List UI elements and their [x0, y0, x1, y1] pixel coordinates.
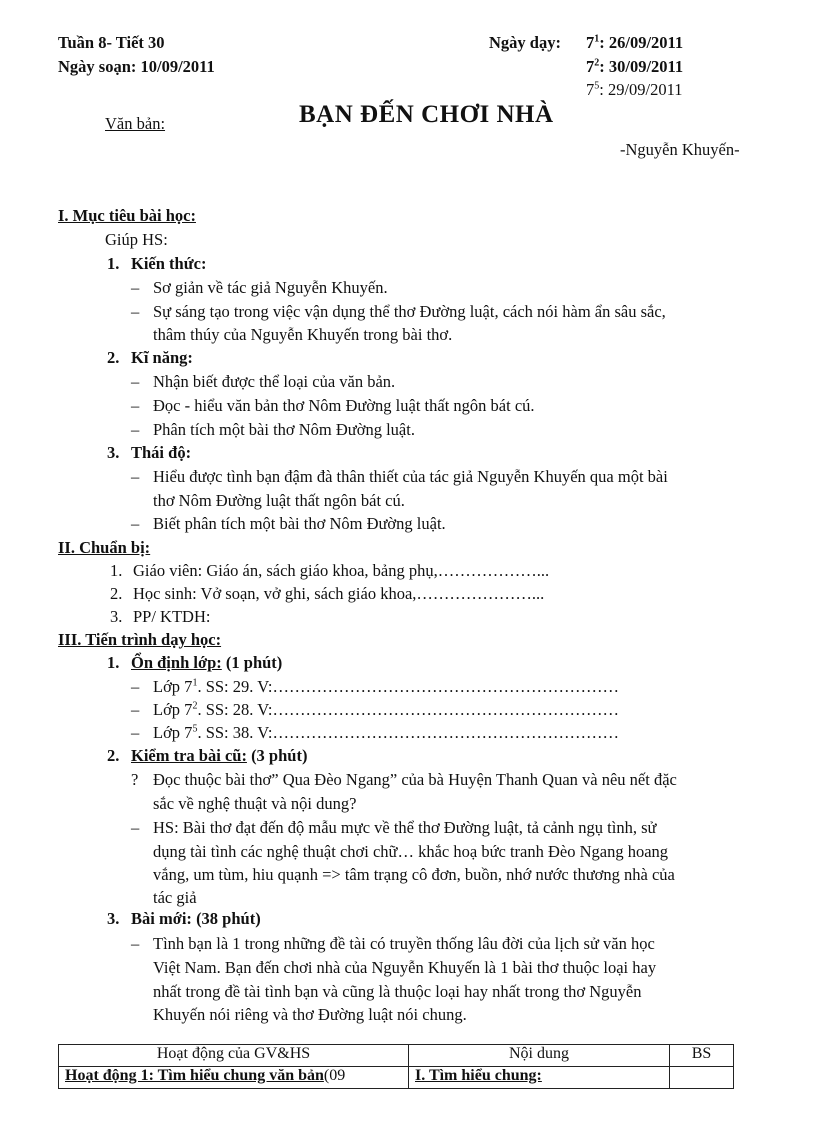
header-activity: Hoạt động của GV&HS: [59, 1045, 409, 1067]
table-header-row: [59, 1045, 734, 1067]
s3-title: Bài mới: (38 phút): [131, 909, 261, 928]
teach-date-2: $7^2$: 30/09/2011: [586, 57, 684, 76]
skills-num: 2.: [107, 348, 120, 367]
list-item: Sự sáng tạo trong việc vận dụng thể thơ Đường luật, cách nói hàm ẩn sâu sắc,: [153, 302, 666, 321]
list-item: thơ Nôm Đường luật thất ngôn bát cú.: [153, 491, 405, 510]
list-item: Đọc - hiểu văn bản thơ Nôm Đường luật thất ngôn bát cú.: [153, 396, 535, 415]
answer-line: HS: Bài thơ đạt đến độ mẫu mực về thể thơ Đường luật, tả cảnh ngụ tình, sử: [153, 818, 657, 837]
prep-num: 3.: [110, 607, 123, 626]
list-item: Hiểu được tình bạn đậm đà thân thiết của tác giả Nguyễn Khuyến qua một bài: [153, 467, 668, 486]
dash-icon: –: [131, 278, 140, 297]
dash-icon: –: [131, 420, 140, 439]
attitude-title: Thái độ:: [131, 443, 192, 462]
class-row: Lớp $7^1$. SS: 29. V:………………………………………………………: [153, 677, 619, 696]
list-item: Nhận biết được thể loại của văn bản.: [153, 372, 396, 391]
teach-date-1: $7^1$: 26/09/2011: [586, 33, 684, 52]
attitude-num: 3.: [107, 443, 120, 462]
lesson-week: Tuần 8- Tiết 30: [58, 33, 165, 52]
knowledge-title: Kiến thức:: [131, 254, 207, 273]
prep-num: 1.: [110, 561, 123, 580]
dash-icon: –: [131, 372, 140, 391]
s2-num: 2.: [107, 746, 120, 765]
s2-title: Kiểm tra bài cũ: (3 phút): [131, 746, 308, 765]
prep-item: PP/ KTDH:: [133, 607, 211, 626]
list-item: Sơ giản về tác giả Nguyễn Khuyến.: [153, 278, 388, 297]
dash-icon: –: [131, 302, 140, 321]
prep-date: Ngày soạn: 10/09/2011: [58, 57, 215, 76]
list-item: Phân tích một bài thơ Nôm Đường luật.: [153, 420, 415, 439]
header-bs: BS: [670, 1045, 734, 1067]
class-row: Lớp $7^2$. SS: 28. V:………………………………………………………: [153, 700, 619, 719]
dash-icon: –: [131, 818, 140, 837]
dash-icon: –: [131, 677, 140, 696]
skills-title: Kĩ năng:: [131, 348, 193, 367]
prep-num: 2.: [110, 584, 123, 603]
header-content: Nội dung: [409, 1045, 670, 1067]
teach-date-3: $7^5$: 29/09/2011: [586, 80, 683, 99]
dash-icon: –: [131, 467, 140, 486]
list-item: thâm thúy của Nguyễn Khuyến trong bài thơ.: [153, 325, 453, 344]
answer-line: tác giả: [153, 888, 197, 907]
section-1-heading: I. Mục tiêu bài học:: [58, 206, 196, 225]
knowledge-num: 1.: [107, 254, 120, 273]
author: -Nguyễn Khuyến-: [620, 140, 740, 159]
s1-title: Ổn định lớp: (1 phút): [131, 653, 283, 672]
intro-line: nhất trong đề tài tình bạn và cũng là thuộc loại hay nhất trong thơ Nguyễn: [153, 982, 642, 1001]
teach-date-label: Ngày dạy:: [489, 33, 561, 52]
intro: Giúp HS:: [105, 230, 168, 249]
prep-item: Giáo viên: Giáo án, sách giáo khoa, bảng phụ,………………...: [133, 561, 550, 580]
intro-line: Việt Nam. Bạn đến chơi nhà của Nguyễn Khuyến là 1 bài thơ thuộc loại hay: [153, 958, 657, 977]
intro-line: Tình bạn là 1 trong những đề tài có truyền thống lâu đời của lịch sử văn học: [153, 934, 655, 953]
s3-num: 3.: [107, 909, 120, 928]
answer-line: dụng tài tình các nghệ thuật chơi chữ… khắc hoạ bức tranh Đèo Ngang hoang: [153, 842, 669, 861]
table-row: [59, 1067, 734, 1089]
question-line: sắc về nghệ thuật và nội dung?: [153, 794, 357, 813]
dash-icon: –: [131, 396, 140, 415]
text-label: Văn bản:: [105, 114, 166, 133]
dash-icon: –: [131, 700, 140, 719]
bs-cell: [670, 1067, 734, 1089]
section-2-heading: II. Chuẩn bị:: [58, 538, 151, 557]
page-title: BẠN ĐẾN CHƠI NHÀ: [299, 101, 554, 128]
lesson-table: [58, 1044, 734, 1089]
question-line: Đọc thuộc bài thơ” Qua Đèo Ngang” của bà Huyện Thanh Quan và nêu nết đặc: [153, 770, 677, 789]
activity-cell: Hoạt động 1: Tìm hiểu chung văn bản(09: [59, 1067, 409, 1089]
list-item: Biết phân tích một bài thơ Nôm Đường luật.: [153, 514, 446, 533]
content-cell: I. Tìm hiểu chung:: [409, 1067, 670, 1089]
prep-item: Học sinh: Vở soạn, vở ghi, sách giáo khoa,…………………...: [133, 584, 545, 603]
section-3-heading: III. Tiến trình dạy học:: [58, 630, 222, 649]
intro-line: Khuyến nói riêng và thơ Đường luật nói chung.: [153, 1005, 467, 1024]
s1-num: 1.: [107, 653, 120, 672]
dash-icon: –: [131, 934, 140, 953]
class-row: Lớp $7^5$. SS: 38. V:………………………………………………………: [153, 723, 619, 742]
answer-line: vắng, um tùm, hiu quạnh => tâm trạng cô đơn, buồn, nhớ nước thương nhà của: [153, 865, 675, 884]
question-mark-icon: ?: [131, 770, 139, 789]
dash-icon: –: [131, 514, 140, 533]
dash-icon: –: [131, 723, 140, 742]
